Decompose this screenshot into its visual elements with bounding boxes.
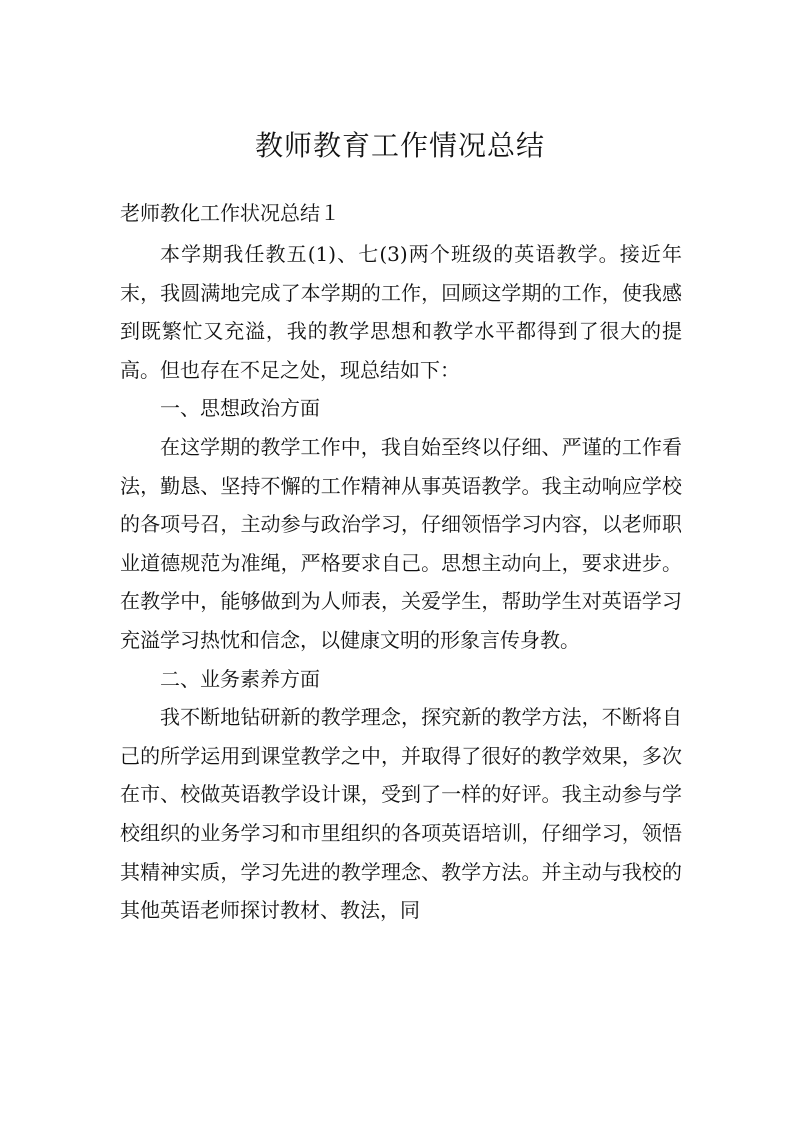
document-title: 教师教育工作情况总结 <box>254 129 545 162</box>
section-heading-political: 一、思想政治方面 <box>160 396 320 421</box>
paragraph-political: 在这学期的教学工作中，我自始至终以仔细、严谨的工作看法，勤恳、坚持不懈的工作精神从事英语教学。我主动响应学校的各项号召，主动参与政治学习，仔细领悟学习内容，以老师职业道德规范为准绳，严格要求自己。思想主动向上，要求进步。在教学中，能够做到为人师表，关爱学生，帮助学生对英语学习充溢学习热忱和信念，以健康文明的形象言传身教。 <box>120 434 682 652</box>
paragraph-professional: 我不断地钻研新的教学理念，探究新的教学方法，不断将自己的所学运用到课堂教学之中，并取得了很好的教学效果，多次在市、校做英语教学设计课，受到了一样的好评。我主动参与学校组织的业务学习和市里组织的各项英语培训，仔细学习，领悟其精神实质，学习先进的教学理念、教学方法。并主动与我校的其他英语老师探讨教材、教法，同 <box>120 705 682 923</box>
document-body <box>120 235 682 930</box>
paragraph-intro: 本学期我任教五(1)、七(3)两个班级的英语教学。接近年末，我圆满地完成了本学期的工作，回顾这学期的工作，使我感到既繁忙又充溢，我的教学思想和教学水平都得到了很大的提高。但也存在不足之处，现总结如下： <box>120 242 682 382</box>
section-heading-professional: 二、业务素养方面 <box>160 666 320 691</box>
document-subtitle: 老师教化工作状况总结１ <box>120 201 340 225</box>
